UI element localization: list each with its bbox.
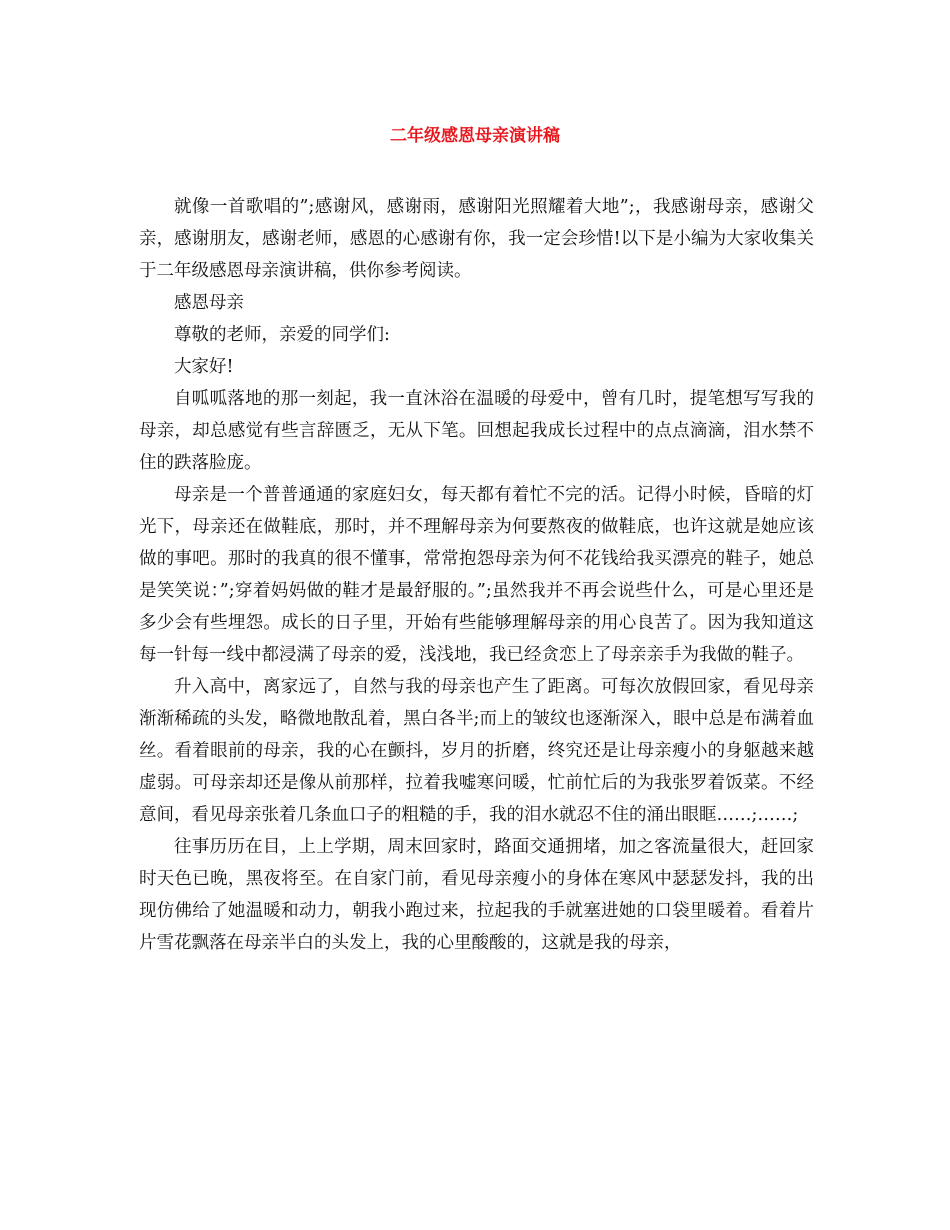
- paragraph-heading: 感恩母亲: [174, 293, 244, 313]
- paragraph-shoes: 母亲是一个普普通通的家庭妇女，每天都有着忙不完的活。记得小时候，昏暗的灯光下，母亲还在做鞋底，那时，并不理解母亲为何要熬夜的做鞋底，也许这就是她应该做的事吧。那时的我真的很不懂事，常常抱怨母亲为何不花钱给我买漂亮的鞋子，她总是笑笑说：”;穿着妈妈做的鞋才是最舒服的。”;虽然我并不再会说些什么，可是心里还是多少会有些埋怨。成长的日子里，开始有些能够理解母亲的用心良苦了。因为我知道这每一针每一线中都浸满了母亲的爱，浅浅地，我已经贪恋上了母亲亲手为我做的鞋子。: [139, 485, 814, 665]
- document-title: 二年级感恩母亲演讲稿: [390, 126, 560, 146]
- paragraph-intro: 就像一首歌唱的”;感谢风，感谢雨，感谢阳光照耀着大地”;，我感谢母亲，感谢父亲，感谢朋友，感谢老师，感恩的心感谢有你，我一定会珍惜!以下是小编为大家收集关于二年级感恩母亲演讲稿，供你参考阅读。: [139, 197, 814, 281]
- paragraph-birth: 自呱呱落地的那一刻起，我一直沐浴在温暖的母爱中，曾有几时，提笔想写写我的母亲，却总感觉有些言辞匮乏，无从下笔。回想起我成长过程中的点点滴滴，泪水禁不住的跌落脸庞。: [139, 389, 814, 473]
- document-body: [139, 191, 814, 959]
- paragraph-high-school: 升入高中，离家远了，自然与我的母亲也产生了距离。可每次放假回家，看见母亲渐渐稀疏的头发，略微地散乱着，黑白各半;而上的皱纹也逐渐深入，眼中总是布满着血丝。看着眼前的母亲，我的心在颤抖，岁月的折磨，终究还是让母亲瘦小的身躯越来越虚弱。可母亲却还是像从前那样，拉着我嘘寒问暖，忙前忙后的为我张罗着饭菜。不经意间，看见母亲张着几条血口子的粗糙的手，我的泪水就忍不住的涌出眼眶……;……;: [139, 677, 814, 825]
- paragraph-memories: 往事历历在目，上上学期，周末回家时，路面交通拥堵，加之客流量很大，赶回家时天色已晚，黑夜将至。在自家门前，看见母亲瘦小的身体在寒风中瑟瑟发抖，我的出现仿佛给了她温暖和动力，朝我小跑过来，拉起我的手就塞进她的口袋里暖着。看着片片雪花飘落在母亲半白的头发上，我的心里酸酸的，这就是我的母亲，: [139, 837, 814, 953]
- paragraph-greeting: 大家好!: [174, 357, 234, 377]
- paragraph-salutation: 尊敬的老师，亲爱的同学们:: [174, 325, 390, 345]
